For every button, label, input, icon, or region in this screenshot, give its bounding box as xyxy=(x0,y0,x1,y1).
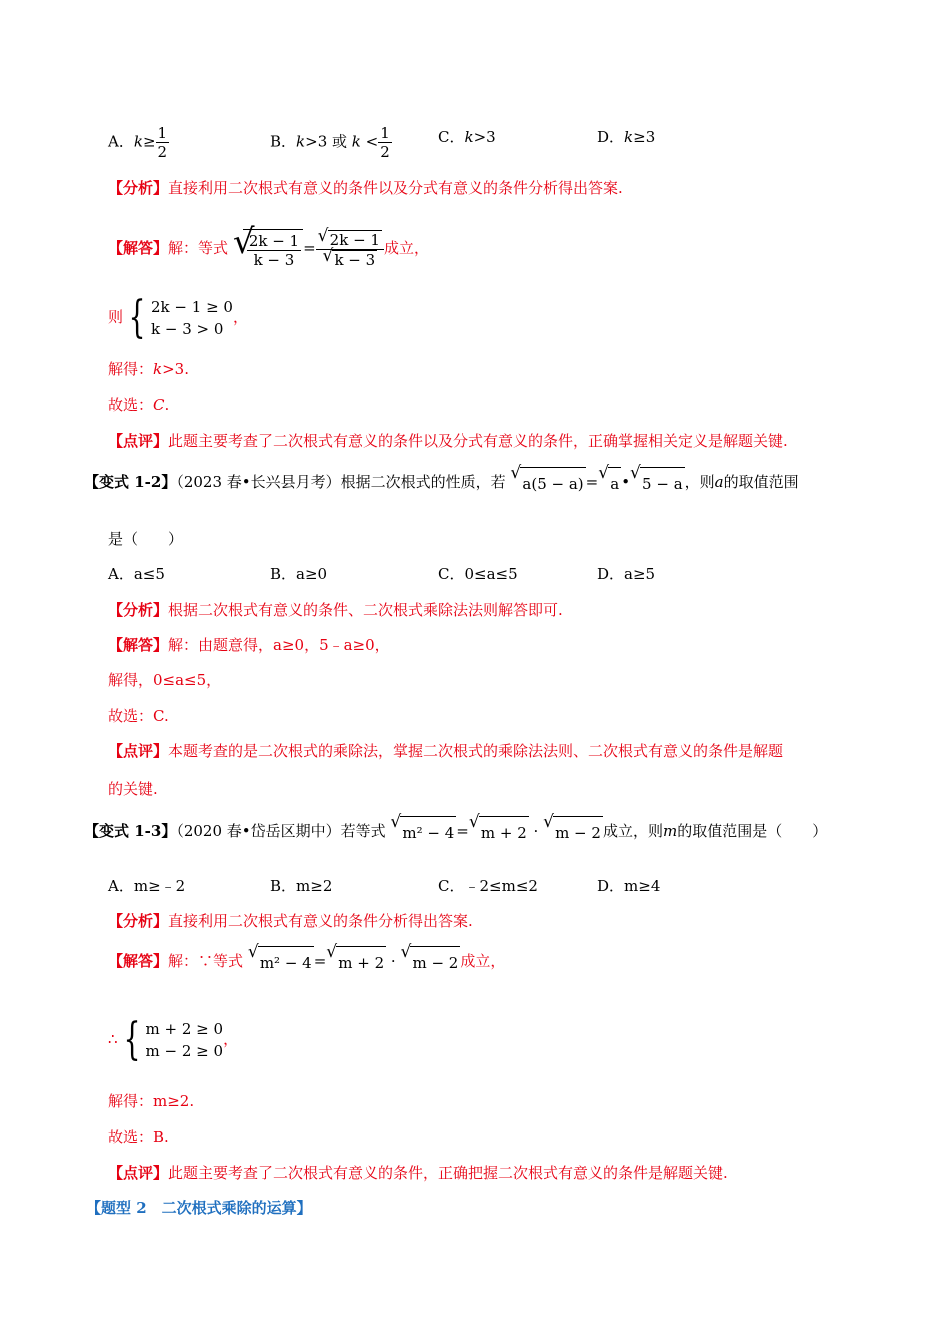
inequality-system xyxy=(146,1018,224,1062)
option-value: ﹣2≤m≤2 xyxy=(464,877,538,895)
radicand: m − 2 xyxy=(410,946,460,979)
option-var: k xyxy=(624,128,634,146)
option-value: a≥0 xyxy=(296,565,328,583)
option-label: D． xyxy=(597,128,625,146)
option-text: >3 xyxy=(473,128,496,146)
option-value: a≥5 xyxy=(624,565,656,583)
answer-text: 解：∵等式 xyxy=(168,952,244,970)
option-label: C． xyxy=(438,128,465,146)
question-title: 【变式 1-2】 xyxy=(84,473,177,491)
q3-option-b xyxy=(270,876,332,896)
sqrt-expression: √ m² − 4 xyxy=(248,946,314,979)
system-suffix: ， xyxy=(232,308,248,326)
q3-analysis xyxy=(108,911,473,931)
q2-choose: 故选：C. xyxy=(108,707,169,725)
q1-option-a xyxy=(108,124,169,161)
option-value: m≥﹣2 xyxy=(133,877,186,895)
q1-analysis xyxy=(108,178,623,198)
radicand: a(5 − a) xyxy=(520,467,585,500)
q3-option-d xyxy=(597,876,660,896)
q2-option-d xyxy=(597,564,655,584)
q2-stem-line2: 是（ ） xyxy=(108,530,184,548)
stem-var: a xyxy=(714,473,724,491)
q1-option-c xyxy=(438,127,496,147)
solve-text: >3. xyxy=(162,360,189,378)
frac-den: k − 3 xyxy=(334,251,376,269)
q1-answer: 【解答】解：等式 √ $\frac{2k - 1}{k - 3}$ = √ 2k − 1 √ k − 3 成立， xyxy=(108,221,429,269)
frac-num: 1 xyxy=(380,124,390,142)
radicand: m − 2 xyxy=(553,816,603,849)
option-rel: ≥ xyxy=(142,132,156,151)
sqrt-expression: √ 5 − a xyxy=(630,467,685,500)
radicand: 5 − a xyxy=(640,467,685,500)
solve-label: 解得： xyxy=(108,360,154,378)
comment-tag: 【点评】 xyxy=(108,432,169,450)
analysis-tag: 【分析】 xyxy=(108,601,169,619)
q1-option-b xyxy=(270,124,392,161)
option-label: C． xyxy=(438,565,465,583)
frac-den: k − 3 xyxy=(253,251,295,269)
stem-tail: 成立，则 xyxy=(602,822,663,840)
q1-solve xyxy=(108,359,189,379)
option-label: B． xyxy=(270,877,297,895)
then-label: 则 xyxy=(108,308,124,326)
q2-option-a xyxy=(108,564,165,584)
option-label: B． xyxy=(270,132,297,151)
option-var: k xyxy=(133,132,143,151)
q3-option-c xyxy=(438,876,538,896)
stem-var: m xyxy=(662,822,678,840)
radicand: m² − 4 xyxy=(258,946,314,979)
q3-choose: 故选：B. xyxy=(108,1128,169,1146)
option-value: a≤5 xyxy=(133,565,165,583)
q3-system: ∴ { m + 2 ≥ 0 m − 2 ≥ 0 ， xyxy=(108,1014,239,1065)
sqrt-expression: √ m − 2 xyxy=(543,816,603,849)
frac-num: 2k − 1 xyxy=(248,232,300,250)
frac-den: 2 xyxy=(380,143,390,161)
answer-tag: 【解答】 xyxy=(108,239,169,257)
sqrt-expression: √ m + 2 xyxy=(326,946,386,979)
q2-option-b xyxy=(270,564,327,584)
stem-end: 的取值范围 xyxy=(723,473,799,491)
q2-comment-line2: 的关键. xyxy=(108,780,158,798)
fraction xyxy=(156,124,170,161)
analysis-text: 直接利用二次根式有意义的条件分析得出答案. xyxy=(168,912,473,930)
fraction xyxy=(378,124,392,161)
q2-answer xyxy=(108,635,390,655)
q3-solve: 解得：m≥2. xyxy=(108,1092,195,1110)
option-label: D． xyxy=(597,565,625,583)
answer-tag: 【解答】 xyxy=(108,952,169,970)
option-label: B． xyxy=(270,565,297,583)
q3-option-a xyxy=(108,876,185,896)
answer-tag: 【解答】 xyxy=(108,636,169,654)
option-var: k xyxy=(351,132,361,151)
option-label: A． xyxy=(108,132,134,151)
q2-analysis xyxy=(108,600,563,620)
radicand: m + 2 xyxy=(479,816,529,849)
q1-choose xyxy=(108,395,169,415)
comment-text: 此题主要考查了二次根式有意义的条件以及分式有意义的条件，正确掌握相关定义是解题关键. xyxy=(168,432,788,450)
sqrt-expression: √ m + 2 xyxy=(469,816,529,849)
sqrt-expression: √ m − 2 xyxy=(400,946,460,979)
sqrt-expression: √ m² − 4 xyxy=(390,816,456,849)
comment-tag: 【点评】 xyxy=(108,1164,169,1182)
choose-label: 故选： xyxy=(108,396,154,414)
inequality-system xyxy=(151,296,233,340)
answer-text: 解：等式 xyxy=(168,239,229,257)
frac-den: 2 xyxy=(157,143,168,161)
radicand: m + 2 xyxy=(336,946,386,979)
sqrt-expression: √ $\frac{2k - 1}{k - 3}$ xyxy=(233,229,303,270)
option-text: ≥3 xyxy=(633,128,656,146)
option-var: k xyxy=(296,132,306,151)
stem-tail: ，则 xyxy=(684,473,715,491)
system-suffix: ， xyxy=(223,1030,239,1048)
question-source: （2020 春•岱岳区期中）若等式 xyxy=(176,822,386,840)
comment-tag: 【点评】 xyxy=(108,742,169,760)
sqrt-expression: √ a(5 − a) xyxy=(510,467,585,500)
choose-answer: C xyxy=(153,396,165,414)
option-rel: < xyxy=(365,132,379,151)
option-value: 0≤a≤5 xyxy=(464,565,518,583)
q1-option-d xyxy=(597,127,655,147)
comment-text: 本题考查的是二次根式的乘除法，掌握二次根式的乘除法法则、二次根式有意义的条件是解题 xyxy=(168,742,784,760)
analysis-tag: 【分析】 xyxy=(108,179,169,197)
inequality-line: 2k − 1 ≥ 0 xyxy=(151,298,233,316)
inequality-line: m − 2 ≥ 0 xyxy=(145,1042,224,1060)
q1-system: 则 { 2k − 1 ≥ 0 k − 3 > 0 ， xyxy=(108,292,248,343)
q1-comment xyxy=(108,431,788,451)
question-title: 【变式 1-3】 xyxy=(84,822,177,840)
inequality-line: k − 3 > 0 xyxy=(151,320,224,338)
stem-end: 的取值范围是（ ） xyxy=(677,822,828,840)
q2-stem: 【变式 1-2】（2023 春•长兴县月考）根据二次根式的性质，若 √ a(5 − a) = √ a • √ 5 − a ，则a的取值范围 xyxy=(84,466,799,500)
q3-stem: 【变式 1-3】（2020 春•岱岳区期中）若等式 √ m² − 4 = √ m + 2 · √ m − 2 成立，则m的取值范围是（ ） xyxy=(84,815,827,849)
q3-answer: 【解答】解：∵等式 √ m² − 4 = √ m + 2 · √ m − 2 成立， xyxy=(108,945,505,979)
option-label: A． xyxy=(108,877,134,895)
radicand: m² − 4 xyxy=(400,816,456,849)
analysis-text: 直接利用二次根式有意义的条件以及分式有意义的条件分析得出答案. xyxy=(168,179,623,197)
solve-var: k xyxy=(153,360,163,378)
frac-num: 1 xyxy=(157,124,168,142)
comment-text: 此题主要考查了二次根式有意义的条件，正确把握二次根式有意义的条件是解题关键. xyxy=(168,1164,728,1182)
q2-option-c xyxy=(438,564,518,584)
frac-num: 2k − 1 xyxy=(329,230,380,249)
q3-comment xyxy=(108,1163,728,1183)
radicand: a xyxy=(608,467,621,500)
question-source: （2023 春•长兴县月考）根据二次根式的性质，若 xyxy=(176,473,506,491)
option-text: >3 或 xyxy=(305,132,348,151)
option-var: k xyxy=(464,128,474,146)
answer-suffix: 成立， xyxy=(460,952,506,970)
therefore-icon: ∴ xyxy=(108,1030,118,1048)
answer-suffix: 成立， xyxy=(383,239,429,257)
choose-end: . xyxy=(164,396,170,414)
fraction xyxy=(247,232,301,269)
option-label: C． xyxy=(438,877,465,895)
analysis-tag: 【分析】 xyxy=(108,912,169,930)
analysis-text: 根据二次根式有意义的条件、二次根式乘除法法则解答即可. xyxy=(168,601,563,619)
answer-text: 解：由题意得，a≥0，5﹣a≥0， xyxy=(168,636,390,654)
q2-solve: 解得，0≤a≤5， xyxy=(108,671,222,689)
inequality-line: m + 2 ≥ 0 xyxy=(145,1020,224,1038)
option-value: m≥4 xyxy=(624,877,661,895)
q2-comment xyxy=(108,741,783,761)
option-label: D． xyxy=(597,877,625,895)
sqrt-expression: √ a xyxy=(598,467,621,500)
section-title: 【题型 2 二次根式乘除的运算】 xyxy=(86,1199,312,1217)
fraction-of-roots: √ 2k − 1 √ k − 3 xyxy=(316,229,384,269)
option-value: m≥2 xyxy=(296,877,333,895)
option-label: A． xyxy=(108,565,134,583)
